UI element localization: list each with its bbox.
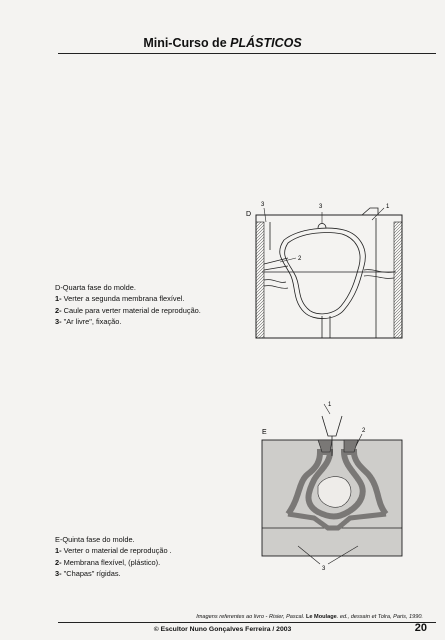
caption-e-item: 3- "Chapas" rígidas. xyxy=(55,569,121,579)
figure-d-callout-1: 1 xyxy=(386,204,390,210)
figure-e-callout-3: 3 xyxy=(322,566,326,572)
book-title: Le Moulage xyxy=(305,614,337,620)
title-prefix: Mini-Curso de xyxy=(143,36,231,50)
figure-e-diagram xyxy=(258,396,404,572)
caption-e xyxy=(55,534,172,580)
footer-copyright: © Escultor Nuno Gonçalves Ferreira / 2003 xyxy=(153,626,292,633)
caption-d-item: 2- Caule para verter material de reprodução. xyxy=(55,305,201,315)
footer-rule xyxy=(58,622,436,623)
page-title xyxy=(0,36,445,50)
figure-e-label: E xyxy=(262,429,267,436)
title-emphasis: PLÁSTICOS xyxy=(230,36,302,50)
caption-e-item: 1- Verter o material de reprodução . xyxy=(55,546,172,556)
page-number: 20 xyxy=(414,622,427,634)
figure-d-callout-3-top: 3 xyxy=(319,204,323,210)
header-rule xyxy=(58,53,436,54)
caption-d-title: D-Quarta fase do molde. xyxy=(55,283,136,292)
caption-e-item: 2- Membrana flexível, (plástico). xyxy=(55,557,161,567)
figure-e-callout-2: 2 xyxy=(362,428,366,434)
figure-e-callout-1: 1 xyxy=(328,402,332,408)
caption-d-item: 1- Verter a segunda membrana flexível. xyxy=(55,294,185,304)
caption-d-letter: D xyxy=(55,283,61,292)
caption-e-letter: E xyxy=(55,535,60,544)
image-credit: Imagens referentes ao livro - Risier, Pascal. Le Moulage. ed., dessain et Tolra, Paris, 1990. xyxy=(196,614,423,620)
figure-d-label: D xyxy=(246,211,252,218)
caption-d xyxy=(55,282,201,328)
figure-d-callout-2: 2 xyxy=(298,256,302,262)
caption-d-item: 3- "Ar livre", fixação. xyxy=(55,317,122,327)
caption-e-title: E-Quinta fase do molde. xyxy=(55,535,135,544)
figure-d-callout-3-left: 3 xyxy=(261,202,265,208)
figure-d-diagram xyxy=(244,200,404,340)
